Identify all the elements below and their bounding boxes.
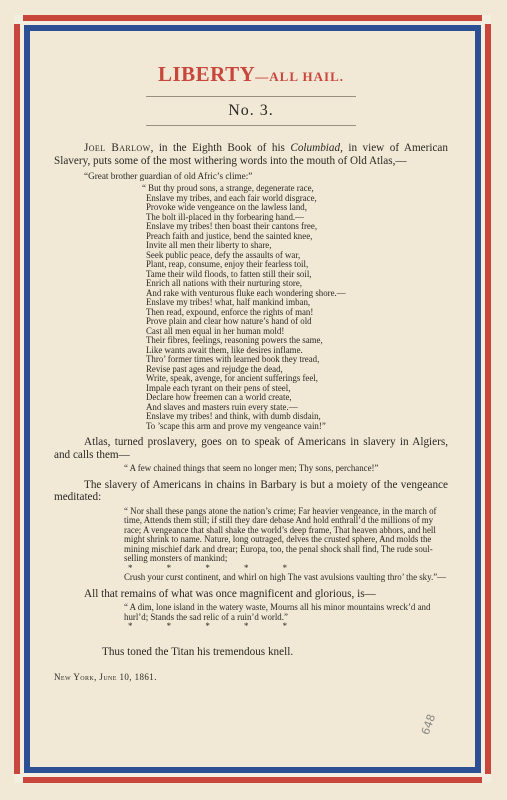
verse-line: Far heavier vengeance, in the march of time, <box>124 505 437 525</box>
verse-line: Europa, too, the penal shock shall find, <box>240 543 379 554</box>
corner-notch <box>482 15 491 24</box>
rule <box>146 125 356 126</box>
verse-line: The vast avulsions vaulting thro’ the sky.”— <box>287 572 447 582</box>
intro-text-1: , in the Eighth Book of his <box>150 142 291 154</box>
verse-block-1 <box>142 184 448 431</box>
intro-paragraph <box>54 142 448 167</box>
verse-line: Prove plain and clear how nature’s hand of old <box>146 316 312 326</box>
verse-line: “ A dim, lone island in the watery waste, <box>124 602 268 612</box>
verse-line: Cast all men equal in her human mold! <box>146 325 285 336</box>
verse-line: Provoke wide vengeance on the lawless land, <box>146 202 307 212</box>
verse-block-2 <box>124 464 448 474</box>
verse-line: Attends them still; if still they dare debase <box>143 515 294 525</box>
verse-line: “ But thy proud sons, a strange, degenerate race, <box>142 183 314 193</box>
verse-line: Enslave my tribes! and think, with dumb disdain, <box>146 411 321 421</box>
verse-line: Then read, expound, enforce the rights of man! <box>146 306 314 317</box>
verse-line: Their fibres, feelings, reasoning powers the same, <box>146 335 323 345</box>
page-title <box>54 60 448 88</box>
paragraph-remains: All that remains of what was once magnificent and glorious, is— <box>84 587 376 600</box>
verse-line: Impale each tyrant on their pens of steel, <box>146 382 291 393</box>
verse-line: To ’scape this arm and prove my vengeance vain!” <box>146 420 326 431</box>
verse-line: Plant, reap, consume, enjoy their fearless toil, <box>146 259 309 269</box>
verse-line: Preach faith and justice, bend the sainted knee, <box>146 230 313 241</box>
corner-notch <box>14 15 23 24</box>
verse-line: Like wants await them, like desires inflame. <box>146 344 303 355</box>
paragraph-atlas-proslavery: Atlas, turned proslavery, goes on to speak of Americans in slavery in Algiers, and calls them— <box>54 436 448 461</box>
verse-line: Thy sons, perchance!” <box>298 463 379 473</box>
verse-block-3 <box>124 507 448 583</box>
verse-line: Enslave my tribes, and each fair world disgrace, <box>146 192 317 203</box>
verse-line: And molds the mining mischief dark and drear; <box>124 534 432 554</box>
verse-line: Seek public peace, defy the assaults of war, <box>146 249 301 260</box>
intro-text-2: , in view of American Slavery, puts some of the most withering words into the mouth of Old Atlas,— <box>54 142 448 167</box>
verse-line: “ A few chained things that seem no longer men; <box>124 463 297 473</box>
verse-line: Enslave my tribes! what, half mankind imban, <box>146 297 311 307</box>
corner-notch <box>482 774 491 783</box>
verse-line: Stands the sad relic of a ruin’d world.” <box>150 611 288 622</box>
verse-line: Invite all men their liberty to share, <box>146 240 272 250</box>
closing-line: Thus toned the Titan his tremendous knell. <box>102 645 294 658</box>
verse-line: Enrich all nations with their nurturing store, <box>146 278 303 288</box>
verse-line: Tame their wild floods, to fatten still their soil, <box>146 268 312 279</box>
title-sub: ALL HAIL. <box>269 69 345 84</box>
ellipsis-stars: * * * * * <box>128 562 304 573</box>
pencil-annotation: 648 <box>418 712 439 737</box>
verse-line: And rake with venturous fluke each wondering shore.— <box>146 287 346 298</box>
author-name: Joel Barlow <box>84 142 151 154</box>
verse-line: That heaven abhors, and hell might shrink to name. <box>124 524 436 544</box>
dateline: New York, June 10, 1861. <box>54 671 157 682</box>
verse-line: A vengeance that shall shake the world’s deep frame, <box>142 524 332 535</box>
quote-heading: “Great brother guardian of old Afric’s clime:” <box>84 171 253 181</box>
verse-line: And hold enthrall’d the millions of my race; <box>124 515 434 535</box>
content <box>54 60 448 682</box>
verse-line: And slaves and masters ruin every state.— <box>146 401 298 412</box>
verse-line: Write, speak, avenge, for ancient sufferings feel, <box>146 373 318 383</box>
issue-number: No. 3. <box>228 102 274 119</box>
corner-notch <box>14 774 23 783</box>
verse-line: Crush your curst continent, and whirl on high <box>124 572 286 582</box>
verse-line: Nature, long outraged, delves the crusted sphere, <box>204 534 378 544</box>
verse-line: Declare how freemen can a world create, <box>146 392 292 402</box>
verse-line: Revise past ages and rejudge the dead, <box>146 363 283 374</box>
work-title: Columbiad <box>290 142 341 154</box>
rule <box>146 96 356 97</box>
title-dash: — <box>255 69 270 84</box>
verse-line: The bolt ill-placed in thy forbearing hand.— <box>146 211 304 222</box>
verse-line: “ Nor shall these pangs atone the nation’s crime; <box>124 505 297 516</box>
paragraph-slavery-barbary: The slavery of Americans in chains in Barbary is but a moiety of the vengeance meditated: <box>54 478 448 503</box>
verse-line: Mourns all his minor mountains wreck’d and hurl’d; <box>124 602 431 622</box>
verse-line: Thro’ former times with learned book they tread, <box>146 354 320 364</box>
title-main: LIBERTY <box>157 62 256 86</box>
ellipsis-stars: * * * * * <box>128 621 304 631</box>
verse-line: The rude soul-selling monsters of mankind; <box>124 543 433 563</box>
verse-line: Enslave my tribes! then boast their cantons free, <box>146 221 318 231</box>
verse-block-4 <box>124 603 448 632</box>
